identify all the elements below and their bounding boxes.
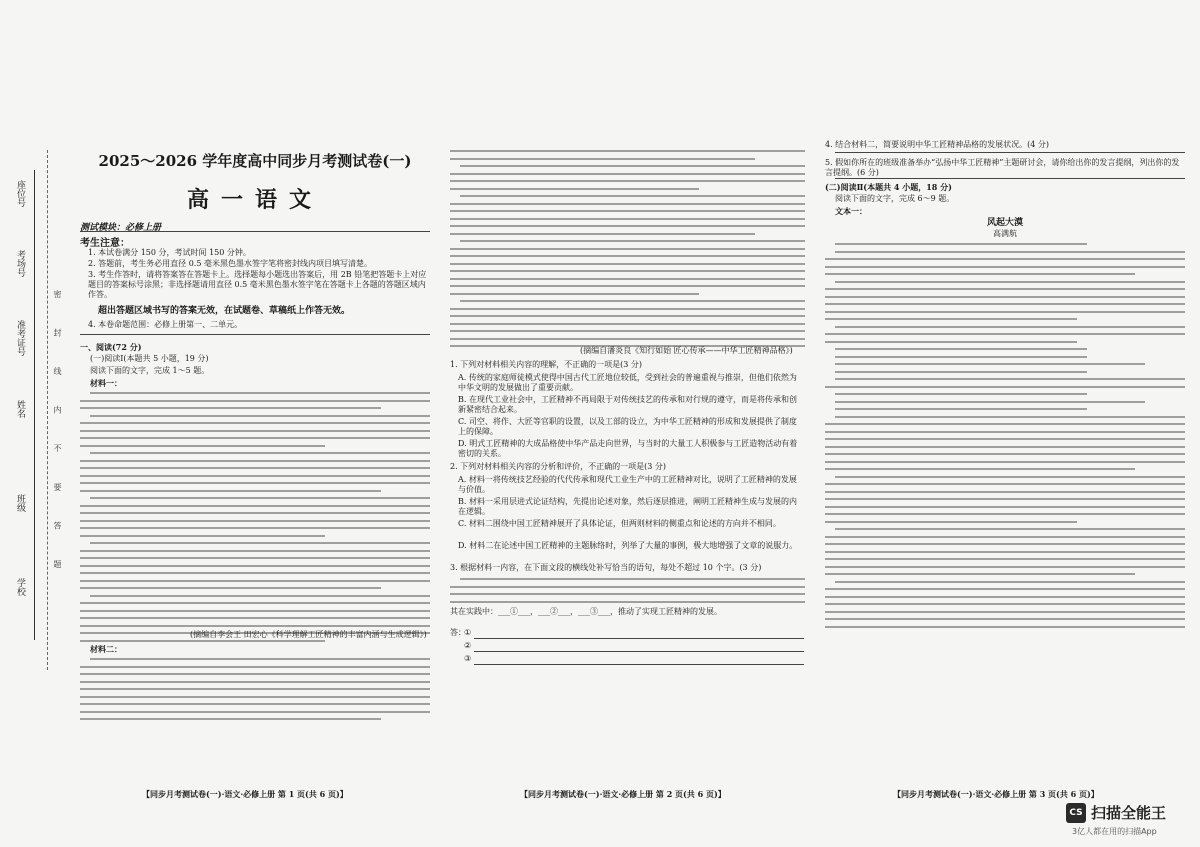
q2-option-b: B. 材料一采用层进式论证结构，先提出论述对象，然后逐层推进，阐明工匠精神生成与发展的内在逻辑。 (458, 497, 797, 516)
answer-line[interactable] (835, 178, 1185, 179)
subsection-heading: (一)阅读Ⅰ(本题共 5 小题，19 分) (90, 354, 209, 363)
page-1 (80, 0, 440, 847)
source-note: (摘编自李会王 田宏心《科学理解工匠精神的丰富内涵与生成逻辑》) (190, 630, 427, 639)
note-item: 3. 考生作答时，请将答案答在答题卡上。选择题每小题选出答案后，用 2B 铅笔把答题卡上对应题目的答案标号涂黑；非选择题请用直径 0.5 毫米黑色墨水签字笔在答题卡上各题的答题区域内作答。 (88, 270, 427, 299)
q2-option-d: D. 材料二在论述中国工匠精神的主题脉络时，列举了大量的事例，极大地增强了文章的说服力。 (458, 541, 798, 550)
page-footer: 【同步月考测试卷(一)·语文·必修上册 第 3 页(共 6 页)】 (893, 789, 1099, 799)
instruction: 阅读下面的文字，完成 1～5 题。 (90, 366, 210, 375)
scanner-watermark (1066, 800, 1196, 840)
section-heading: 一、阅读(72 分) (80, 342, 142, 352)
material-label: 材料一： (90, 378, 122, 388)
page-footer: 【同步月考测试卷(一)·语文·必修上册 第 2 页(共 6 页)】 (520, 789, 726, 799)
material-2-text (80, 658, 430, 726)
q2-option-a: A. 材料一将传统技艺经验的代代传承和现代工业生产中的工匠精神对比，说明了工匠精神的发展与价值。 (458, 475, 797, 494)
material-label: 材料二： (90, 644, 122, 654)
field-seat-number: 座位号 (15, 180, 25, 207)
q1-option-d: D. 明式工匠精神的大成品格使中华产品走向世界，与当时的大量工人积极参与工匠造物活动有着密切的关系。 (458, 439, 798, 458)
answer-line[interactable] (835, 152, 1185, 153)
q1-option-b: B. 在现代工业社会中，工匠精神不再局限于对传统技艺的传承和对行规的遵守，而是将传承和创新紧密结合起来。 (458, 395, 797, 414)
test-scope: 测试模块：必修上册 (80, 223, 162, 233)
seal-notice: 密 封 线 内 不 要 答 题 (53, 290, 62, 582)
story-author: 高满航 (993, 229, 1017, 238)
subsection-heading: (二)阅读Ⅱ(本题共 4 小题，18 分) (825, 182, 952, 192)
field-exam-number: 准考证号 (15, 320, 25, 356)
field-room-number: 考场号 (15, 250, 25, 277)
q1-option-a: A. 传统的家庭师徒模式使得中国古代工匠地位较低，受到社会的普遍重视与推崇，但他们依然为中华文明的发展做出了重要贡献。 (458, 373, 797, 392)
answer-line[interactable] (474, 638, 804, 639)
question-5: 5. 假如你所在的班级准备举办“弘扬中华工匠精神”主题研讨会，请你给出你的发言提纲，列出你的发言提纲。(6 分) (825, 158, 1180, 177)
material-1-text (80, 392, 430, 647)
question-1: 1. 下列对材料相关内容的理解，不正确的一项是(3 分) (450, 360, 643, 369)
note-warning: 超出答题区域书写的答案无效，在试题卷、草稿纸上作答无效。 (98, 306, 351, 316)
text-label: 文本一： (835, 206, 867, 216)
answer-line[interactable] (474, 664, 804, 665)
answer-mark: ② (464, 641, 472, 650)
instruction: 阅读下面的文字，完成 6～9 题。 (835, 194, 955, 203)
answer-line[interactable] (474, 651, 804, 652)
fill-in-line (34, 170, 35, 640)
notes-title: 考生注意： (80, 238, 130, 249)
story-text (825, 243, 1185, 633)
binding-margin (0, 150, 60, 670)
question-2: 2. 下列对材料相关内容的分析和评价，不正确的一项是(3 分) (450, 462, 667, 471)
story-title: 风起大漠 (986, 218, 1023, 228)
q3-blanks: 其在实践中：___①___，___②___，___③___，推动了实现工匠精神的发展。 (450, 607, 722, 616)
subject-title: 高一语文 (186, 187, 323, 213)
field-name: 姓名 (15, 400, 25, 418)
divider (80, 334, 430, 335)
note-item: 4. 本卷命题范围：必修上册第一、二单元。 (88, 320, 243, 329)
field-school: 学校 (15, 578, 25, 596)
answer-mark: ① (464, 628, 472, 637)
page-footer: 【同步月考测试卷(一)·语文·必修上册 第 1 页(共 6 页)】 (142, 789, 348, 799)
answer-mark: ③ (464, 654, 472, 663)
answer-label: 答： (450, 628, 466, 637)
divider (80, 231, 430, 232)
note-item: 1. 本试卷满分 150 分，考试时间 150 分钟。 (88, 248, 251, 257)
scanner-tagline: 3亿人都在用的扫描App (1072, 827, 1157, 836)
scanner-app-name: 扫描全能王 (1091, 804, 1167, 822)
source-note: (摘编自潘炎良《知行如始 匠心传承——中华工匠精神品格》) (580, 346, 793, 355)
q2-option-c: C. 材料二围绕中国工匠精神展开了具体论证，但两则材料的侧重点和论述的方向并不相同。 (458, 519, 781, 528)
question-3: 3. 根据材料一内容，在下面文段的横线处补写恰当的语句，每处不超过 10 个字。(3 分) (450, 563, 762, 572)
note-item: 2. 答题前，考生务必用直径 0.5 毫米黑色墨水签字笔将密封线内项目填写清楚。 (88, 259, 372, 268)
q3-passage (450, 578, 805, 608)
page-2 (450, 0, 810, 847)
seal-line (47, 150, 48, 670)
question-4: 4. 结合材料二，简要说明中华工匠精神品格的发展状况。(4 分) (825, 140, 1050, 149)
exam-title: 2025～2026 学年度高中同步月考测试卷(一) (98, 152, 412, 170)
material-2-continued (450, 150, 805, 353)
scanner-logo-icon: CS (1066, 803, 1086, 823)
field-class: 班级 (15, 494, 25, 512)
q1-option-c: C. 司空、将作、大匠等官职的设置，以及工部的设立，为中华工匠精神的形成和发展提供了制度上的保障。 (458, 417, 797, 436)
page-3 (825, 0, 1190, 847)
